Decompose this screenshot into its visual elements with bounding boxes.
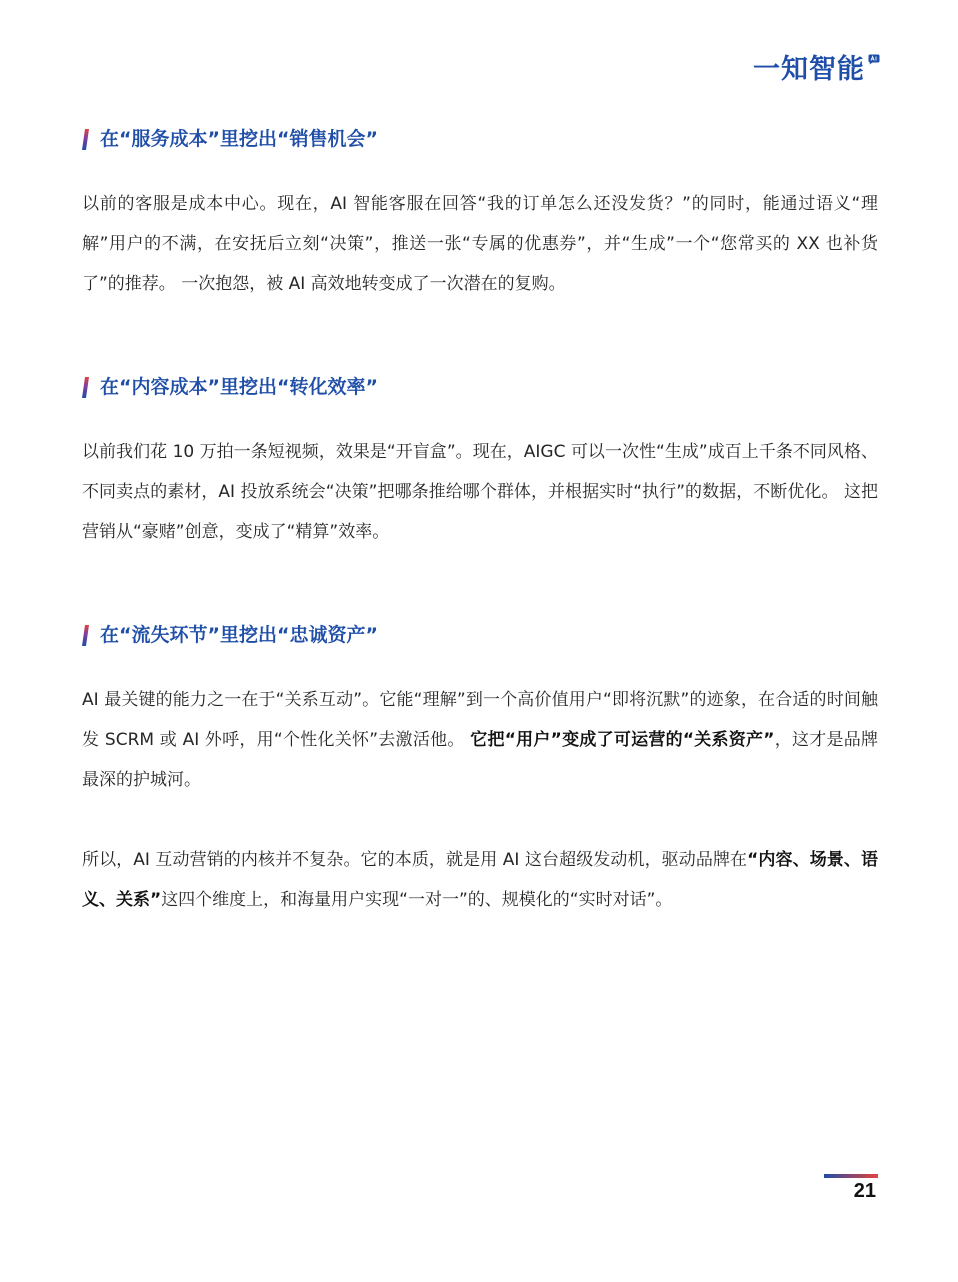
paragraph-emphasis: 它把“用户”变成了可运营的“关系资产” bbox=[470, 730, 775, 750]
section-heading-text: 在“流失环节”里挖出“忠诚资产” bbox=[100, 624, 378, 646]
section-heading bbox=[82, 621, 878, 649]
ai-chat-icon bbox=[868, 54, 880, 65]
paragraph-text: ，这才是品牌最深的护城河。 bbox=[82, 730, 879, 790]
page-divider bbox=[824, 1174, 878, 1178]
section-content-cost bbox=[82, 373, 878, 552]
conclusion bbox=[82, 840, 878, 920]
section-paragraph bbox=[82, 432, 878, 552]
conclusion-paragraph bbox=[82, 840, 878, 920]
paragraph-text: 以前我们花 10 万拍一条短视频，效果是“开盲盒”。现在，AIGC 可以一次性“生成”成百上千条不同风格、不同卖点的素材，AI 投放系统会“决策”把哪条推给哪个群体，并根据实时“执行”的数据，不断优化。 这把营销从“豪赌”创意，变成了“精算”效率。 bbox=[82, 442, 878, 542]
logo-text: 一知智能 bbox=[753, 54, 865, 85]
paragraph-text: 所以，AI 互动营销的内核并不复杂。它的本质，就是用 AI 这台超级发动机，驱动品牌在 bbox=[82, 850, 748, 870]
section-service-cost bbox=[82, 125, 878, 304]
section-paragraph bbox=[82, 680, 878, 800]
brand-logo bbox=[753, 52, 880, 88]
section-heading-text: 在“内容成本”里挖出“转化效率” bbox=[100, 376, 378, 398]
section-heading-text: 在“服务成本”里挖出“销售机会” bbox=[100, 128, 378, 150]
paragraph-text: AI 最关键的能力之一在于“关系互动”。它能“理解”到一个高价值用户“即将沉默”的迹象，在合适的时间触发 SCRM 或 AI 外呼，用“个性化关怀”去激活他。 bbox=[82, 690, 878, 750]
section-heading bbox=[82, 125, 878, 153]
page-number: 21 bbox=[853, 1180, 876, 1202]
paragraph-emphasis: “内容、场景、语义、关系” bbox=[82, 850, 878, 910]
heading-bar-icon bbox=[82, 625, 89, 646]
heading-bar-icon bbox=[82, 377, 89, 398]
section-churn bbox=[82, 621, 878, 800]
heading-bar-icon bbox=[82, 129, 89, 150]
paragraph-text: 这四个维度上，和海量用户实现“一对一”的、规模化的“实时对话”。 bbox=[161, 890, 673, 910]
section-heading bbox=[82, 373, 878, 401]
paragraph-text: 以前的客服是成本中心。现在，AI 智能客服在回答“我的订单怎么还没发货？”的同时，能通过语义“理解”用户的不满，在安抚后立刻“决策”，推送一张“专属的优惠券”，并“生成”一个“您常买的 XX 也补货了”的推荐。 一次抱怨，被 AI 高效地转变成了一次潜在的复购。 bbox=[82, 194, 878, 294]
section-paragraph bbox=[82, 184, 878, 304]
